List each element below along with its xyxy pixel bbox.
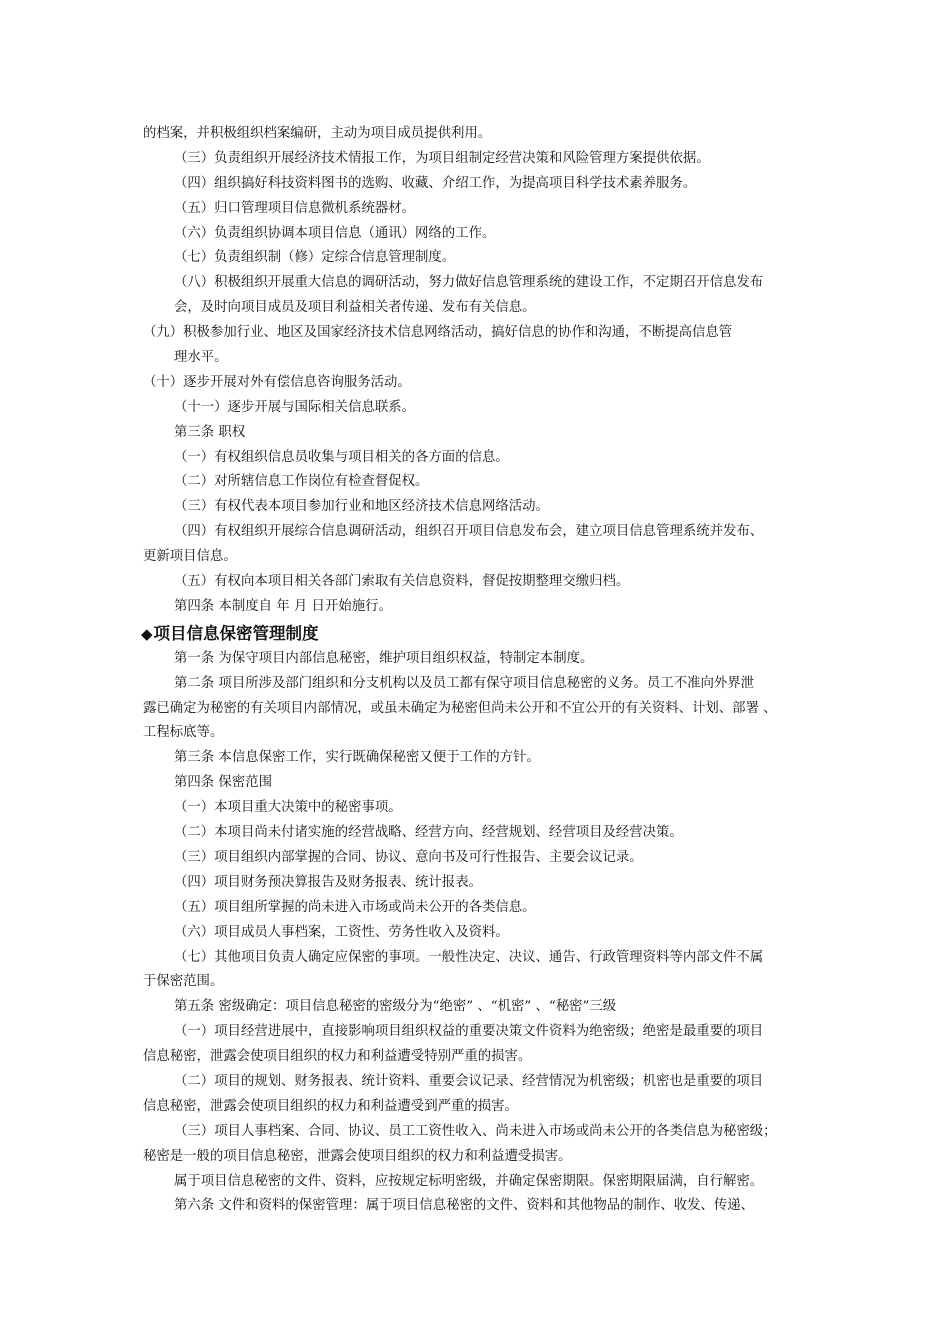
paragraph-line: （一）本项目重大决策中的秘密事项。 bbox=[174, 800, 402, 816]
article-heading: 第三条 职权 bbox=[174, 424, 246, 440]
section-heading bbox=[141, 620, 815, 647]
paragraph-line: （十一）逐步开展与国际相关信息联系。 bbox=[174, 399, 416, 415]
paragraph-line: 更新项目信息。 bbox=[143, 549, 237, 565]
paragraph-line: 第三条 本信息保密工作，实行既确保秘密又便于工作的方针。 bbox=[174, 750, 540, 766]
paragraph-line: 第六条 文件和资料的保密管理：属于项目信息秘密的文件、资料和其他物品的制作、收发、传递、 bbox=[174, 1198, 755, 1214]
paragraph-line: 第五条 密级确定：项目信息秘密的密级分为“绝密” 、“机密” 、“秘密”三级 bbox=[174, 999, 617, 1015]
paragraph-line: （十）逐步开展对外有偿信息咨询服务活动。 bbox=[143, 374, 411, 390]
paragraph-line: （五）项目组所掌握的尚未进入市场或尚未公开的各类信息。 bbox=[174, 899, 536, 915]
paragraph-line: （五）归口管理项目信息微机系统器材。 bbox=[174, 200, 416, 216]
article-heading: 第四条 保密范围 bbox=[174, 775, 272, 791]
paragraph-line: 的档案，并积极组织档案编研，主动为项目成员提供利用。 bbox=[143, 126, 492, 141]
paragraph-line: 露已确定为秘密的有关项目内部情况，或虽未确定为秘密但尚未公开和不宜公开的有关资料、计划、部署 、 bbox=[143, 700, 777, 716]
paragraph-line: （三）有权代表本项目参加行业和地区经济技术信息网络活动。 bbox=[174, 499, 549, 515]
paragraph-line: （五）有权向本项目相关各部门索取有关信息资料，督促按期整理交缴归档。 bbox=[174, 574, 630, 590]
paragraph-line: （一）项目经营进展中，直接影响项目组织权益的重要决策文件资料为绝密级；绝密是最重要的项目 bbox=[174, 1024, 764, 1040]
paragraph-line: （四）组织搞好科技资料图书的选购、收藏、介绍工作，为提高项目科学技术素养服务。 bbox=[174, 175, 697, 191]
document-body bbox=[143, 122, 815, 1219]
paragraph-line: （六）负责组织协调本项目信息（通讯）网络的工作。 bbox=[174, 225, 496, 241]
diamond-bullet-icon: ◆ bbox=[141, 624, 153, 643]
paragraph-line: （二）项目的规划、财务报表、统计资料、重要会议记录、经营情况为机密级；机密也是重要的项目 bbox=[174, 1073, 764, 1089]
paragraph-line: 信息秘密，泄露会使项目组织的权力和利益遭受特别严重的损害。 bbox=[143, 1049, 532, 1065]
paragraph-line: 第一条 为保守项目内部信息秘密，维护项目组织权益，特制定本制度。 bbox=[174, 650, 594, 666]
paragraph-line: 工程标底等。 bbox=[143, 725, 224, 741]
paragraph-line: 理水平。 bbox=[174, 350, 228, 366]
paragraph-line: （八）积极组织开展重大信息的调研活动，努力做好信息管理系统的建设工作，不定期召开信息发布 bbox=[174, 275, 764, 291]
paragraph-line: （四）项目财务预决算报告及财务报表、统计报表。 bbox=[174, 874, 482, 890]
paragraph-line: （七）其他项目负责人确定应保密的事项。一般性决定、决议、通告、行政管理资料等内部文件不属 bbox=[174, 949, 764, 965]
paragraph-line: （二）本项目尚未付诸实施的经营战略、经营方向、经营规划、经营项目及经营决策。 bbox=[174, 825, 683, 841]
paragraph-line: （九）积极参加行业、地区及国家经济技术信息网络活动，搞好信息的协作和沟通，不断提高信息管 bbox=[143, 325, 733, 341]
paragraph-line: （三）项目组织内部掌握的合同、协议、意向书及可行性报告、主要会议记录。 bbox=[174, 849, 643, 865]
paragraph-line: 第四条 本制度自 年 月 日开始施行。 bbox=[174, 598, 392, 614]
paragraph-line: 第二条 项目所涉及部门组织和分支机构以及员工都有保守项目信息秘密的义务。员工不准向外界泄 bbox=[174, 675, 755, 691]
section-title: 项目信息保密管理制度 bbox=[153, 623, 319, 643]
paragraph-line: （三）项目人事档案、合同、协议、员工工资性收入、尚未进入市场或尚未公开的各类信息为秘密级； bbox=[174, 1123, 777, 1139]
paragraph-line: （二）对所辖信息工作岗位有检查督促权。 bbox=[174, 474, 429, 490]
paragraph-line: 信息秘密，泄露会使项目组织的权力和利益遭受到严重的损害。 bbox=[143, 1098, 518, 1114]
paragraph-line: （三）负责组织开展经济技术情报工作，为项目组制定经营决策和风险管理方案提供依据。 bbox=[174, 150, 710, 166]
paragraph-line: （六）项目成员人事档案，工资性、劳务性收入及资料。 bbox=[174, 924, 509, 940]
paragraph-line: （七）负责组织制（修）定综合信息管理制度。 bbox=[174, 250, 456, 266]
paragraph-line: 于保密范围。 bbox=[143, 974, 224, 990]
paragraph-line: （一）有权组织信息员收集与项目相关的各方面的信息。 bbox=[174, 449, 509, 465]
paragraph-line: （四）有权组织开展综合信息调研活动，组织召开项目信息发布会，建立项目信息管理系统并发布、 bbox=[174, 524, 764, 540]
paragraph-line: 会，及时向项目成员及项目利益相关者传递、发布有关信息。 bbox=[174, 300, 536, 316]
paragraph-line: 属于项目信息秘密的文件、资料，应按规定标明密级，并确定保密期限。保密期限届满，自行解密。 bbox=[174, 1173, 764, 1189]
paragraph-line: 秘密是一般的项目信息秘密，泄露会使项目组织的权力和利益遭受损害。 bbox=[143, 1148, 572, 1164]
